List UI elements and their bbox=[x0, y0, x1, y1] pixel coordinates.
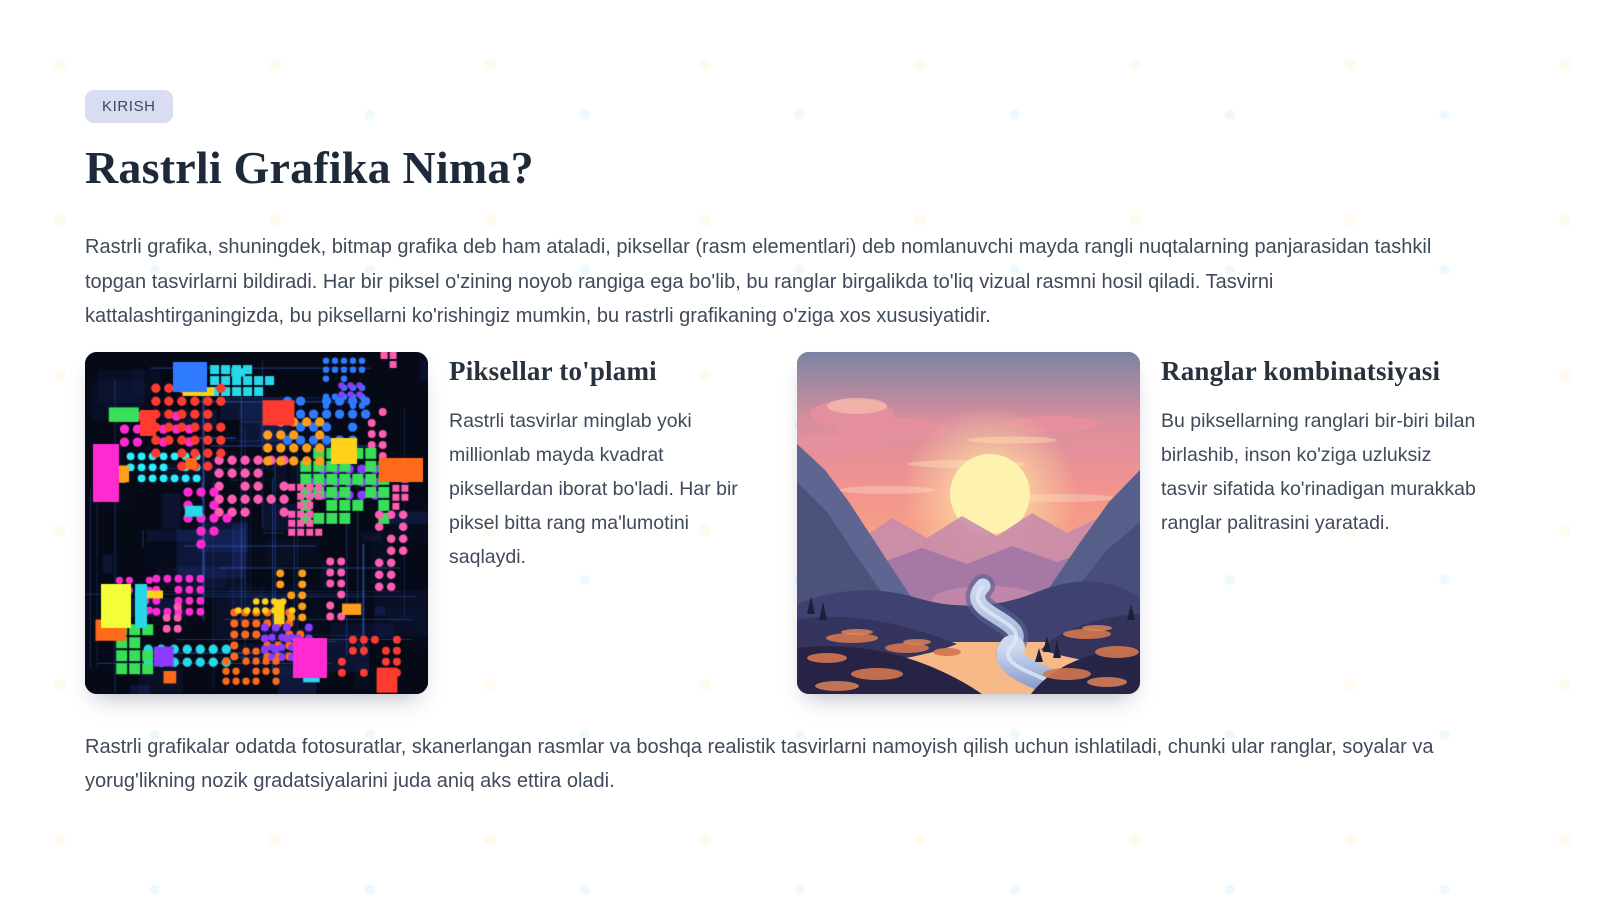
feature-pixels-text bbox=[449, 352, 770, 694]
outro-paragraph: Rastrli grafikalar odatda fotosuratlar, skanerlangan rasmlar va boshqa realistik tasvirlarni namoyish qilish uchun ishlatiladi, chunki ular ranglar, soyalar va yorug'likning nozik gradatsiyalarini juda aniq aks ettira oladi. bbox=[85, 735, 1434, 792]
page-title: Rastrli Grafika Nima? bbox=[85, 142, 534, 193]
feature-heading: Ranglar kombinatsiyasi bbox=[1161, 355, 1441, 386]
feature-colors-text bbox=[1161, 352, 1482, 694]
intro-paragraph: Rastrli grafika, shuningdek, bitmap grafika deb ham ataladi, piksellar (rasm elementlari) deb nomlanuvchi mayda rangli nuqtalarning panjarasidan tashkil topgan tasvirlarni bildiradi. Har bir piksel o'zining noyob rangiga ega bo'lib, bu ranglar birgalikda to'liq vizual rasmni hosil qiladi. Tasvirni kattalashtirganingizda, bu piksellarni ko'rishingiz mumkin, bu rastrli grafikaning o'ziga xos xususiyatidir. bbox=[85, 236, 1432, 327]
feature-body: Rastrli tasvirlar minglab yoki millionlab mayda kvadrat piksellardan iborat bo'ladi. Har bir piksel bitta rang ma'lumotini saqlaydi. bbox=[449, 409, 738, 568]
pixel-art-image bbox=[85, 352, 428, 694]
feature-pixels bbox=[85, 352, 770, 694]
feature-colors bbox=[797, 352, 1482, 694]
sunset-image bbox=[797, 352, 1140, 694]
kicker-badge: KIRISH bbox=[85, 90, 173, 123]
feature-heading: Piksellar to'plami bbox=[449, 355, 657, 386]
features-row bbox=[85, 352, 1515, 694]
feature-body: Bu piksellarning ranglari bir-biri bilan birlashib, inson ko'ziga uzluksiz tasvir sifatida ko'rinadigan murakkab ranglar palitrasini yaratadi. bbox=[1161, 409, 1476, 534]
